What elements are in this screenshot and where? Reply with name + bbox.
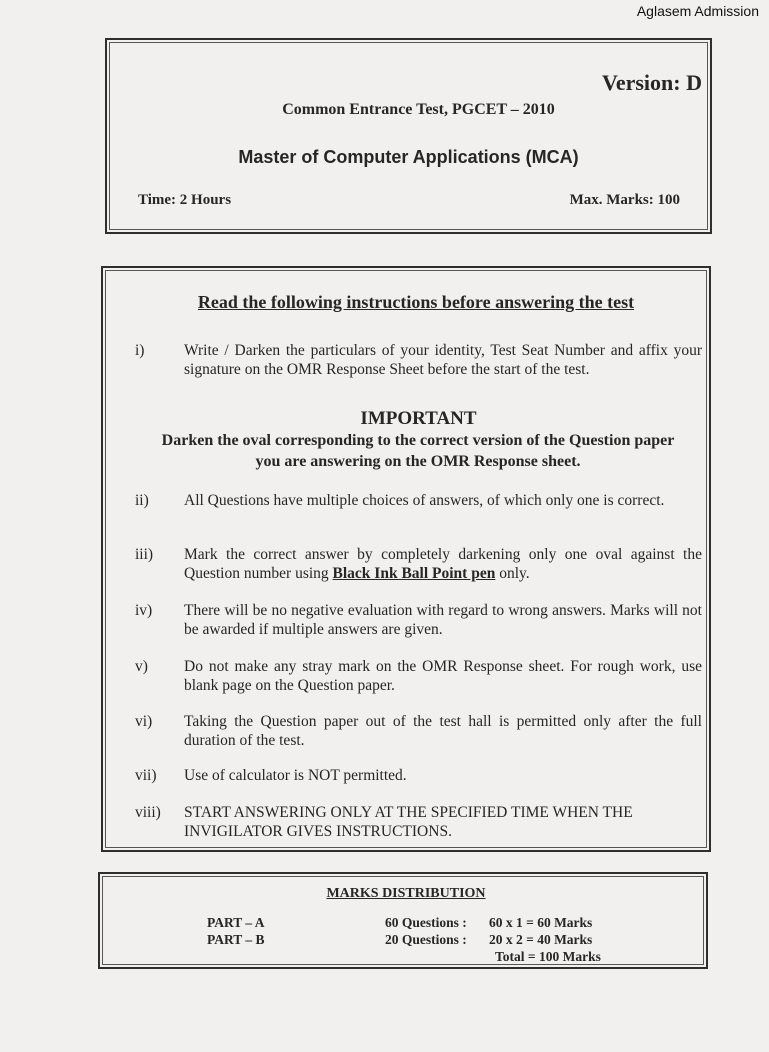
instruction-text: Taking the Question paper out of the test hall is permitted only after the full duration of the test. bbox=[184, 713, 702, 749]
marks-calc: 60 x 1 = 60 Marks bbox=[489, 915, 593, 930]
version-label: Version: D bbox=[601, 70, 702, 95]
instruction-text: Do not make any stray mark on the OMR Response sheet. For rough work, use blank page on the Question paper. bbox=[184, 658, 702, 694]
pen-emphasis: Black Ink Ball Point pen bbox=[332, 565, 496, 582]
instruction-number: iii) bbox=[135, 546, 154, 563]
part-label: PART – A bbox=[207, 915, 265, 930]
instruction-number: i) bbox=[135, 342, 145, 359]
question-count: 20 Questions : bbox=[385, 932, 467, 947]
header-box bbox=[105, 38, 712, 234]
question-count: 60 Questions : bbox=[385, 915, 467, 930]
instructions-box bbox=[101, 266, 711, 852]
instruction-text: Use of calculator is NOT permitted. bbox=[184, 767, 407, 784]
marks-calc: 20 x 2 = 40 Marks bbox=[489, 932, 593, 947]
watermark-text: Aglasem Admission bbox=[636, 3, 759, 19]
important-heading: IMPORTANT bbox=[360, 408, 477, 429]
total-marks: Total = 100 Marks bbox=[495, 949, 601, 964]
instruction-number: ii) bbox=[135, 492, 149, 509]
instruction-text: All Questions have multiple choices of answers, of which only one is correct. bbox=[184, 492, 665, 509]
max-marks-label: Max. Marks: 100 bbox=[569, 192, 680, 208]
instruction-text: Mark the correct answer by completely darkening only one oval against the Question number using Black Ink Ball Point pen only. bbox=[184, 546, 702, 582]
distribution-title: MARKS DISTRIBUTION bbox=[326, 886, 486, 901]
exam-title: Common Entrance Test, PGCET – 2010 bbox=[282, 101, 555, 118]
instruction-text: Write / Darken the particulars of your identity, Test Seat Number and affix your signature on the OMR Response Sheet before the start of the test. bbox=[184, 342, 702, 378]
instruction-text: START ANSWERING ONLY AT THE SPECIFIED TIME WHEN THE INVIGILATOR GIVES INSTRUCTIONS. bbox=[184, 804, 633, 840]
instruction-number: v) bbox=[135, 658, 148, 675]
instructions-title: Read the following instructions before answering the test bbox=[197, 292, 635, 312]
instruction-text: There will be no negative evaluation with regard to wrong answers. Marks will not be awarded if multiple answers are given. bbox=[184, 602, 702, 638]
time-label: Time: 2 Hours bbox=[138, 192, 232, 208]
instruction-number: iv) bbox=[135, 602, 153, 619]
instruction-number: viii) bbox=[135, 804, 161, 821]
marks-distribution-box bbox=[98, 872, 708, 969]
instruction-number: vi) bbox=[135, 713, 153, 730]
instruction-number: vii) bbox=[135, 767, 157, 784]
important-text: Darken the oval corresponding to the correct version of the Question paper you are answering on the OMR Response sheet. bbox=[161, 432, 675, 470]
part-label: PART – B bbox=[207, 932, 265, 947]
program-title: Master of Computer Applications (MCA) bbox=[238, 147, 579, 167]
